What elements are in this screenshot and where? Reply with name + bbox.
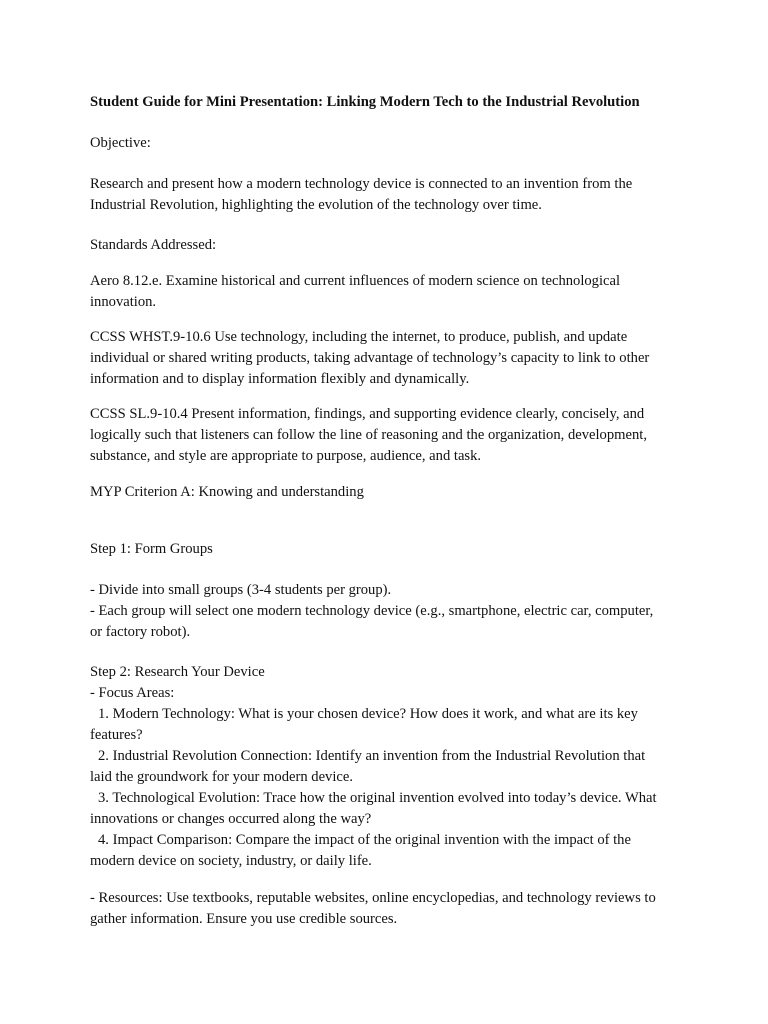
document-title: Student Guide for Mini Presentation: Linking Modern Tech to the Industrial Revolution (90, 94, 640, 110)
focus-item-line: 3. Technological Evolution: Trace how the original invention evolved into today’s device. What (98, 790, 657, 806)
objective-text-line: Industrial Revolution, highlighting the evolution of the technology over time. (90, 197, 542, 213)
step1-line: - Each group will select one modern technology device (e.g., smartphone, electric car, computer, (90, 603, 654, 619)
standard-line: individual or shared writing products, taking advantage of technology’s capacity to link to other (90, 350, 650, 366)
standard-line: information and to display information flexibly and dynamically. (90, 371, 470, 387)
standard-line: MYP Criterion A: Knowing and understanding (90, 484, 364, 500)
step1-line: - Divide into small groups (3-4 students per group). (90, 582, 392, 598)
resources-line: gather information. Ensure you use credible sources. (90, 911, 398, 927)
focus-item-line: modern device on society, industry, or daily life. (90, 853, 372, 869)
focus-item-line: 4. Impact Comparison: Compare the impact of the original invention with the impact of the (98, 832, 631, 848)
standard-line: CCSS WHST.9-10.6 Use technology, including the internet, to produce, publish, and update (90, 329, 628, 345)
standard-line: substance, and style are appropriate to purpose, audience, and task. (90, 448, 482, 464)
standard-ccss-whst (90, 327, 690, 390)
focus-item-line: 1. Modern Technology: What is your chosen device? How does it work, and what are its key (98, 706, 638, 722)
focus-areas-label: - Focus Areas: (90, 685, 175, 701)
focus-item-line: innovations or changes occurred along the way? (90, 811, 372, 827)
step1-line: or factory robot). (90, 624, 191, 640)
objective-heading: Objective: (90, 135, 151, 151)
standards-heading: Standards Addressed: (90, 237, 217, 253)
objective-text-line: Research and present how a modern technology device is connected to an invention from the (90, 176, 633, 192)
standard-line: CCSS SL.9-10.4 Present information, findings, and supporting evidence clearly, concisely, and (90, 406, 645, 422)
standard-line: Aero 8.12.e. Examine historical and current influences of modern science on technological (90, 273, 621, 289)
resources-line: - Resources: Use textbooks, reputable websites, online encyclopedias, and technology reviews to (90, 890, 656, 906)
standard-line: logically such that listeners can follow the line of reasoning and the organization, development, (90, 427, 647, 443)
standard-line: innovation. (90, 294, 157, 310)
standard-ccss-sl (90, 404, 690, 467)
standard-aero (90, 271, 690, 313)
step1-list (90, 580, 690, 643)
step2-heading: Step 2: Research Your Device (90, 664, 265, 680)
standard-myp (90, 482, 690, 503)
focus-item-line: 2. Industrial Revolution Connection: Identify an invention from the Industrial Revolution that (98, 748, 646, 764)
focus-item-line: laid the groundwork for your modern device. (90, 769, 354, 785)
objective-text (90, 174, 690, 216)
step2-section (90, 662, 690, 872)
step1-heading: Step 1: Form Groups (90, 541, 213, 557)
resources-text (90, 888, 690, 930)
focus-item-line: features? (90, 727, 143, 743)
